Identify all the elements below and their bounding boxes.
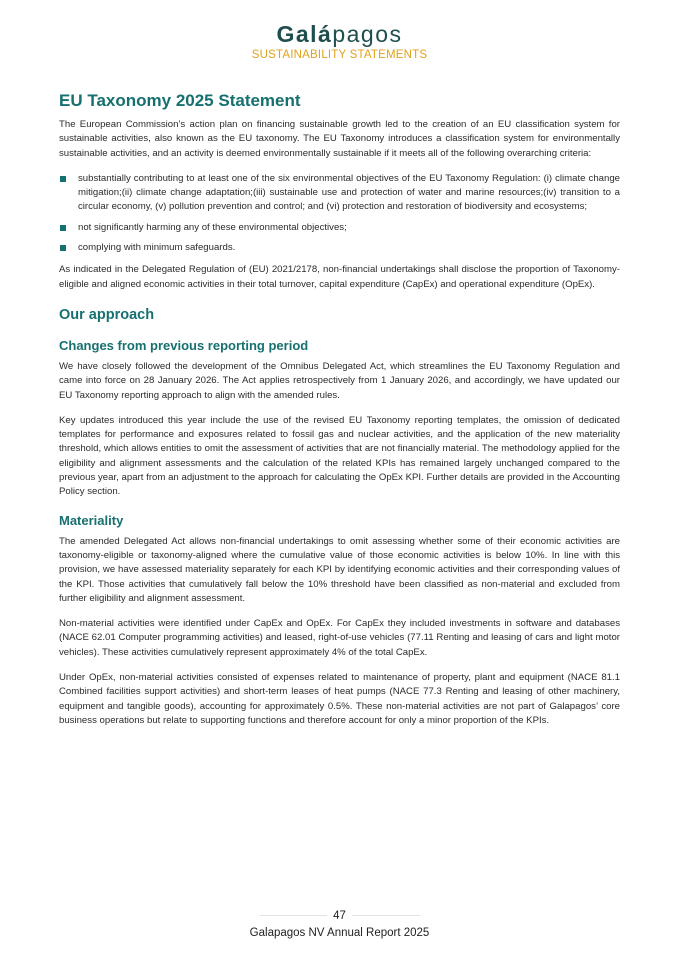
list-item-text: complying with minimum safeguards. [78, 242, 236, 254]
bullet-square-icon [60, 225, 66, 231]
approach-heading: Our approach [59, 306, 155, 323]
logo-bold-part: Galá [276, 21, 333, 47]
materiality-paragraph-3: Under OpEx, non-material activities consisted of expenses related to maintenance of property, plant and equipment (NACE 81.1 Combined facilities support activities) and short-term leases of heat pumps (NACE 77.3 Renting and leasing of other machinery, equipment and tangible goods), accounting for approximately 0.5%. These non-material activities are not part of Galapagos’ core business operations but relate to supporting functions and therefore account for only a minor proportion of the KPIs. [59, 672, 620, 726]
intro-paragraph: The European Commission’s action plan on financing sustainable growth led to the creation of an EU classification system for sustainable activities, also known as the EU taxonomy. The EU Taxonomy introduces a classification system for environmentally sustainable activities, and an activity is deemed environmentally sustainable if it meets all of the following overarching criteria: [59, 119, 620, 159]
page-number: 47 [327, 907, 352, 925]
page-title: EU Taxonomy 2025 Statement [59, 91, 301, 110]
list-item-text: not significantly harming any of these environmental objectives; [78, 221, 347, 233]
changes-paragraph-1: We have closely followed the development of the Omnibus Delegated Act, which streamlines the EU Taxonomy Regulation and came into force on 28 January 2026. The Act applies retrospectively from 1 January 2026, and accordingly, we have updated our EU Taxonomy reporting approach to align with the amended rules. [59, 360, 620, 401]
changes-paragraph-2: Key updates introduced this year include the use of the revised EU Taxonomy reporting templates, the omission of dedicated templates for performance and exposures related to fossil gas and nuclear activities, and the application of the new materiality threshold, which allows entities to omit the assessment of activities that are not financially material. The methodology applied for the eligibility and alignment assessments and the calculation of the related KPIs has remained largely unchanged compared to the previous year, apart from an adjustment to the approach for calculating the OpEx KPI. Further details are provided in the Accounting Policy section. [59, 414, 620, 498]
criteria-list [59, 172, 620, 255]
changes-heading: Changes from previous reporting period [59, 337, 309, 353]
page-header [0, 20, 679, 61]
delegated-regulation-paragraph: As indicated in the Delegated Regulation of (EU) 2021/2178, non-financial undertakings shall disclose the proportion of Taxonomy-eligible and aligned economic activities in their total turnover, capital expenditure (CapEx) and operational expenditure (OpEx). [59, 264, 620, 290]
list-item-text: substantially contributing to at least one of the six environmental objectives of the EU Taxonomy Regulation: (i) climate change mitigation;(ii) climate change adaptation;(iii) sustainable use and protection of water and marine resources;(iv) transition to a circular economy, (v) pollution prevention and control; and (vi) protection and restoration of biodiversity and ecosystems; [78, 172, 620, 213]
materiality-paragraph-1: The amended Delegated Act allows non-financial undertakings to omit assessing whether some of their economic activities are taxonomy-eligible or taxonomy-aligned where the cumulative value of those economic activities is below 10%. In line with this provision, we have assessed materiality separately for each KPI by identifying economic activities and their corresponding values of the KPI. Those activities that cumulatively fall below the 10% threshold have been classified as non-material and excluded from further eligibility and alignment assessment. [59, 535, 620, 604]
materiality-heading: Materiality [59, 512, 124, 528]
report-title: Galapagos NV Annual Report 2025 [249, 927, 430, 939]
logo-light-part: pagos [332, 21, 403, 47]
list-item [59, 221, 620, 235]
list-item [59, 241, 620, 255]
page-number-bar [260, 906, 420, 924]
page-footer [0, 906, 679, 939]
bullet-square-icon [60, 245, 66, 251]
materiality-paragraph-2: Non-material activities were identified under CapEx and OpEx. For CapEx they included investments in software and databases (NACE 62.01 Computer programming activities) and leased, right-of-use vehicles (77.11 Renting and leasing of cars and light motor vehicles). These activities cumulatively represent approximately 4% of the total CapEx. [59, 618, 620, 658]
bullet-square-icon [60, 176, 66, 182]
section-label: SUSTAINABILITY STATEMENTS [251, 49, 428, 61]
main-content [59, 90, 620, 739]
list-item [59, 172, 620, 215]
company-logo [0, 20, 679, 48]
